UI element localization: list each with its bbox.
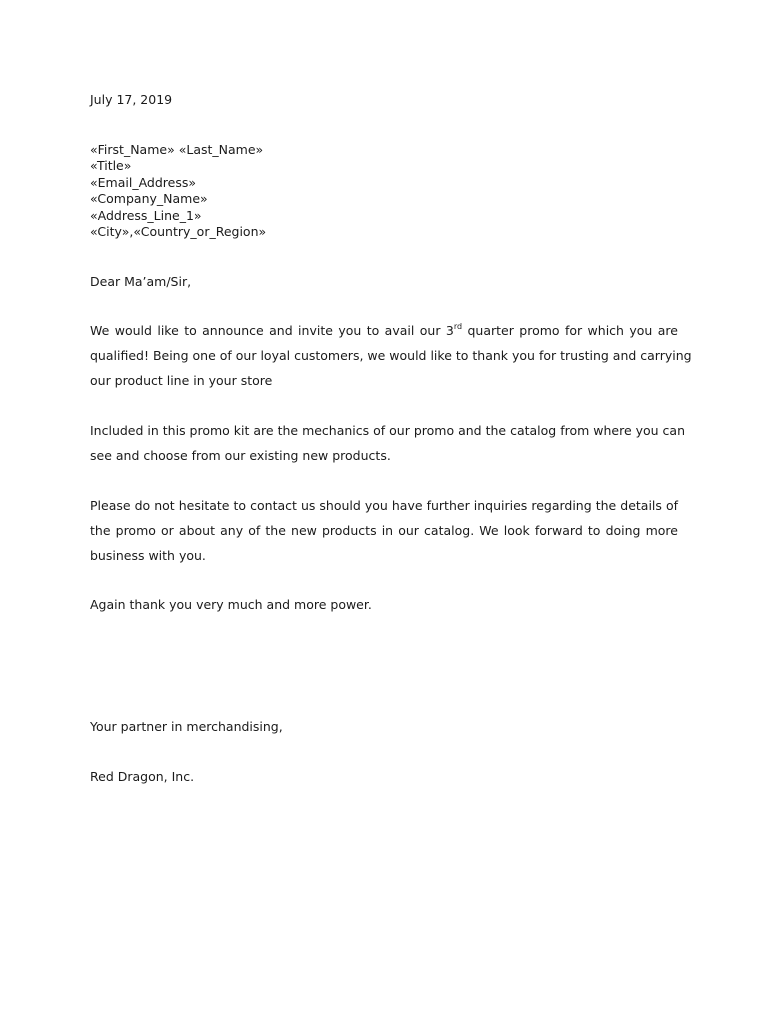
paragraph-announcement-line-1: We would like to announce and invite you to avail our 3rd quarter promo for which you are — [90, 321, 678, 338]
paragraph-promo-kit-line-1: Included in this promo kit are the mechanics of our promo and the catalog from where you can — [90, 423, 686, 438]
paragraph-promo-kit-line-2: see and choose from our existing new products. — [90, 448, 391, 463]
closing: Your partner in merchandising, — [90, 719, 283, 734]
recipient-address-block — [90, 142, 266, 240]
paragraph-contact-line-2: the promo or about any of the new products in our catalog. We look forward to doing more — [90, 523, 678, 538]
signature-company: Red Dragon, Inc. — [90, 769, 195, 784]
recipient-city-region: «City»,«Country_or_Region» — [90, 223, 267, 239]
ordinal-superscript: rd — [453, 321, 463, 331]
recipient-title: «Title» — [90, 158, 132, 174]
recipient-company: «Company_Name» — [90, 191, 208, 207]
recipient-name: «First_Name» «Last_Name» — [90, 142, 264, 157]
paragraph-contact-line-1: Please do not hesitate to contact us should you have further inquiries regarding the details of — [90, 498, 678, 513]
paragraph-thanks: Again thank you very much and more power. — [90, 597, 372, 612]
letter-date: July 17, 2019 — [90, 92, 173, 107]
salutation: Dear Ma’am/Sir, — [90, 274, 192, 289]
paragraph-announcement-line-3: our product line in your store — [90, 373, 273, 388]
recipient-address: «Address_Line_1» — [90, 207, 202, 223]
paragraph-promo-kit — [90, 418, 686, 468]
paragraph-announcement-line-2: qualified! Being one of our loyal customers, we would like to thank you for trusting and carrying — [90, 348, 692, 363]
paragraph-contact — [90, 493, 678, 568]
recipient-email: «Email_Address» — [90, 174, 197, 190]
paragraph-announcement — [90, 318, 692, 393]
paragraph-contact-line-3: business with you. — [90, 548, 206, 563]
